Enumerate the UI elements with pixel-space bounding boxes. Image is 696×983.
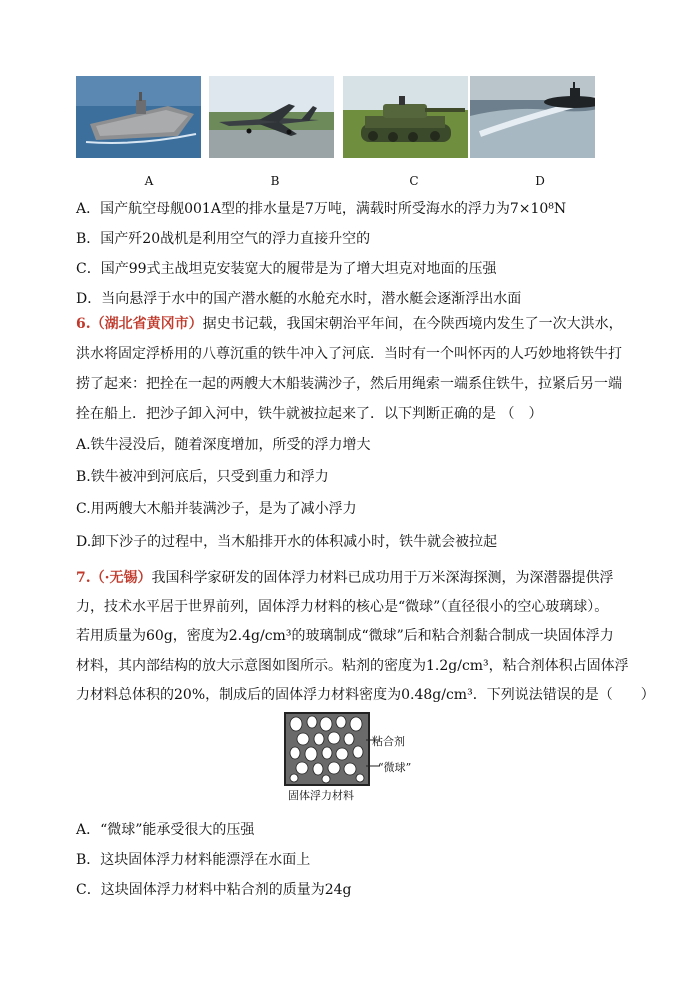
- figure-caption-b: B: [270, 174, 280, 188]
- q7-option-a: A．“微球”能承受很大的压强: [76, 822, 255, 838]
- figure-caption-a: A: [144, 174, 154, 188]
- q6-stem-line-1: 6.（湖北省黄冈市）据史书记载，我国宋朝治平年间，在今陕西境内发生了一次大洪水，: [76, 316, 623, 332]
- q5-option-d: D．当向悬浮于水中的国产潜水艇的水舱充水时，潜水艇会逐渐浮出水面: [76, 291, 522, 307]
- q7-stem-line-2: 力，技术水平居于世界前列，固体浮力材料的核心是“微球”（直径很小的空心玻璃球）。: [76, 599, 609, 615]
- figure-caption: 固体浮力材料: [288, 789, 354, 802]
- q7-stem-line-3: 若用质量为60g，密度为2.4g/cm³的玻璃制成“微球”后和粘合剂黏合制成一块固体浮力: [76, 628, 614, 644]
- q6-option-b: B.铁牛被冲到河底后，只受到重力和浮力: [76, 469, 329, 485]
- submarine-photo: [470, 76, 595, 158]
- q6-stem-line-2: 洪水将固定浮桥用的八尊沉重的铁牛冲入了河底．当时有一个叫怀丙的人巧妙地将铁牛打: [76, 346, 622, 362]
- q6-number: 6.: [76, 316, 91, 332]
- fighter-jet-photo: [209, 76, 334, 158]
- q6-option-c: C.用两艘大木船并装满沙子，是为了减小浮力: [76, 501, 357, 517]
- figure-caption-c: C: [409, 174, 419, 188]
- buoyancy-material-diagram: [284, 712, 370, 786]
- q7-stem-line-1: 7.（·无锡）我国科学家研发的固体浮力材料已成功用于万米深海探测，为深潜器提供浮: [76, 570, 614, 586]
- q7-stem-line-4: 材料，其内部结构的放大示意图如图所示。粘剂的密度为1.2g/cm³，粘合剂体积占固体浮: [76, 658, 629, 674]
- binder-label: 粘合剂: [372, 735, 405, 748]
- q5-option-a: A．国产航空母舰001A型的排水量是7万吨，满载时所受海水的浮力为7×10⁸N: [76, 201, 567, 217]
- q6-stem-line-4: 拴在船上．把沙子卸入河中，铁牛就被拉起来了．以下判断正确的是 （ ）: [76, 406, 543, 422]
- q6-source: （湖北省黄冈市）: [90, 316, 203, 332]
- q5-option-c: C．国产99式主战坦克安装宽大的履带是为了增大坦克对地面的压强: [76, 261, 497, 277]
- figure-caption-d: D: [535, 174, 545, 188]
- q5-option-b: B．国产歼20战机是利用空气的浮力直接升空的: [76, 231, 371, 247]
- q7-number: 7.: [76, 570, 91, 586]
- q6-option-a: A.铁牛浸没后，随着深度增加，所受的浮力增大: [76, 437, 371, 453]
- tank-photo: [343, 76, 468, 158]
- q6-stem-line-3: 捞了起来：把拴在一起的两艘大木船装满沙子，然后用绳索一端系住铁牛，拉紧后另一端: [76, 376, 622, 392]
- q7-option-b: B．这块固体浮力材料能漂浮在水面上: [76, 852, 311, 868]
- q7-stem-line-5: 力材料总体积的20%，制成后的固体浮力材料密度为0.48g/cm³．下列说法错误的是（ ）: [76, 687, 655, 703]
- q7-option-c: C．这块固体浮力材料中粘合剂的质量为24g: [76, 882, 352, 898]
- microsphere-label: “微球”: [378, 761, 412, 774]
- q6-option-d: D.卸下沙子的过程中，当木船排开水的体积减小时，铁牛就会被拉起: [76, 534, 498, 550]
- q7-source: （·无锡）: [90, 570, 152, 586]
- aircraft-carrier-photo: [76, 76, 201, 158]
